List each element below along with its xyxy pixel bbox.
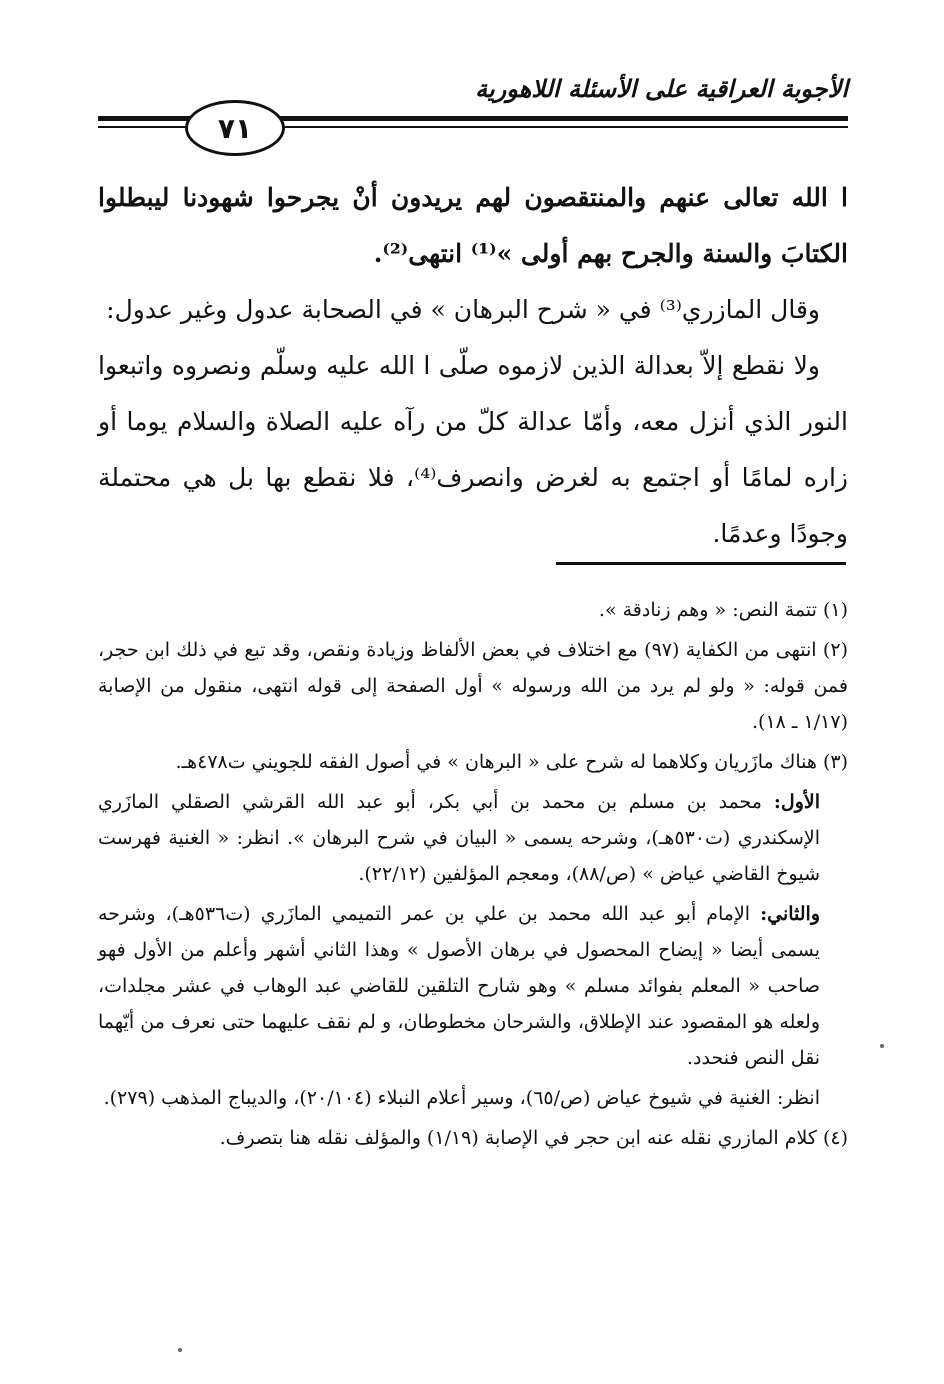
footnote-3-second-label: والثاني: [760, 903, 820, 925]
paragraph-1: ا الله تعالى عنهم والمنتقصون لهم يريدون أنْ يجرحوا شهودنا ليبطلوا الكتابَ والسنة والجرح بهم أولى »⁽¹⁾ انتهى⁽²⁾. [98, 183, 848, 268]
footnote-3-first-text: محمد بن مسلم بن محمد بن أبي بكر، أبو عبد الله القرشي الصقلي المازَري الإسكندري (ت٥٣٠هـ)، وشرحه يسمى « البيان في شرح البرهان ». انظر: « الغنية فهرست شيوخ القاضي عياض » (ص/٨٨)، ومعجم المؤلفين (٢٢/١٢). [98, 791, 820, 885]
paragraph-2: وقال المازري⁽³⁾ في « شرح البرهان » في الصحابة عدول وغير عدول: [106, 295, 820, 324]
footnote-3-first-label: الأول: [773, 791, 820, 813]
footnote-3: (٣) هناك مازَريان وكلاهما له شرح على « البرهان » في أصول الفقه للجويني ت٤٧٨هـ. [175, 751, 848, 773]
scan-speck [178, 1348, 182, 1352]
paragraph-3: ولا نقطع إلاّ بعدالة الذين لازموه صلّى ا الله عليه وسلّم ونصروه واتبعوا النور الذي أنزل معه، وأمّا عدالة كلّ من رآه عليه الصلاة والسلام يوما أو زاره لمامًا أو اجتمع به لغرض وانصرف⁽⁴⁾، فلا نقطع بها بل هي محتملة وجودًا وعدمًا. [98, 351, 848, 548]
footnote-3-refs: انظر: الغنية في شيوخ عياض (ص/٦٥)، وسير أعلام النبلاء (٢٠/١٠٤)، والديباج المذهب (٢٧٩). [103, 1087, 820, 1109]
footnote-3-second-text: الإمام أبو عبد الله محمد بن علي بن عمر التميمي المازَري (ت٥٣٦هـ)، وشرحه يسمى أيضا « إيضاح المحصول في برهان الأصول » وهذا الثاني أشهر وأعلم من الأول فهو صاحب « المعلم بفوائد مسلم » وهو شارح التلقين للقاضي عبد الوهاب في عشر مجلدات، ولعله هو المقصود عند الإطلاق، والشرحان مخطوطان، و لم نقف عليهما حتى نعرف من أيّهما نقل النص فنحدد. [98, 903, 820, 1069]
footnote-4: (٤) كلام المازري نقله عنه ابن حجر في الإصابة (١/١٩) والمؤلف نقله هنا بتصرف. [219, 1127, 848, 1149]
footnote-1: (١) تتمة النص: « وهم زنادقة ». [598, 599, 848, 621]
book-title: الأجوبة العراقية على الأسئلة اللاهورية [475, 74, 848, 103]
scan-speck [880, 1044, 884, 1048]
footnotes [98, 592, 848, 1160]
footnote-3-first [98, 784, 848, 892]
main-text [98, 170, 848, 562]
footnote-2: (٢) انتهى من الكفاية (٩٧) مع اختلاف في بعض الألفاظ وزيادة ونقص، وقد تبع في ذلك ابن حجر، فمن قوله: « ولو لم يرد من الله ورسوله » أول الصفحة إلى قوله انتهى، منقول من الإصابة (١/١٧ ـ ١٨). [98, 639, 848, 733]
footnote-3-second [98, 896, 848, 1076]
footnote-separator [556, 562, 846, 565]
page-number-badge: ٧١ [185, 100, 285, 156]
